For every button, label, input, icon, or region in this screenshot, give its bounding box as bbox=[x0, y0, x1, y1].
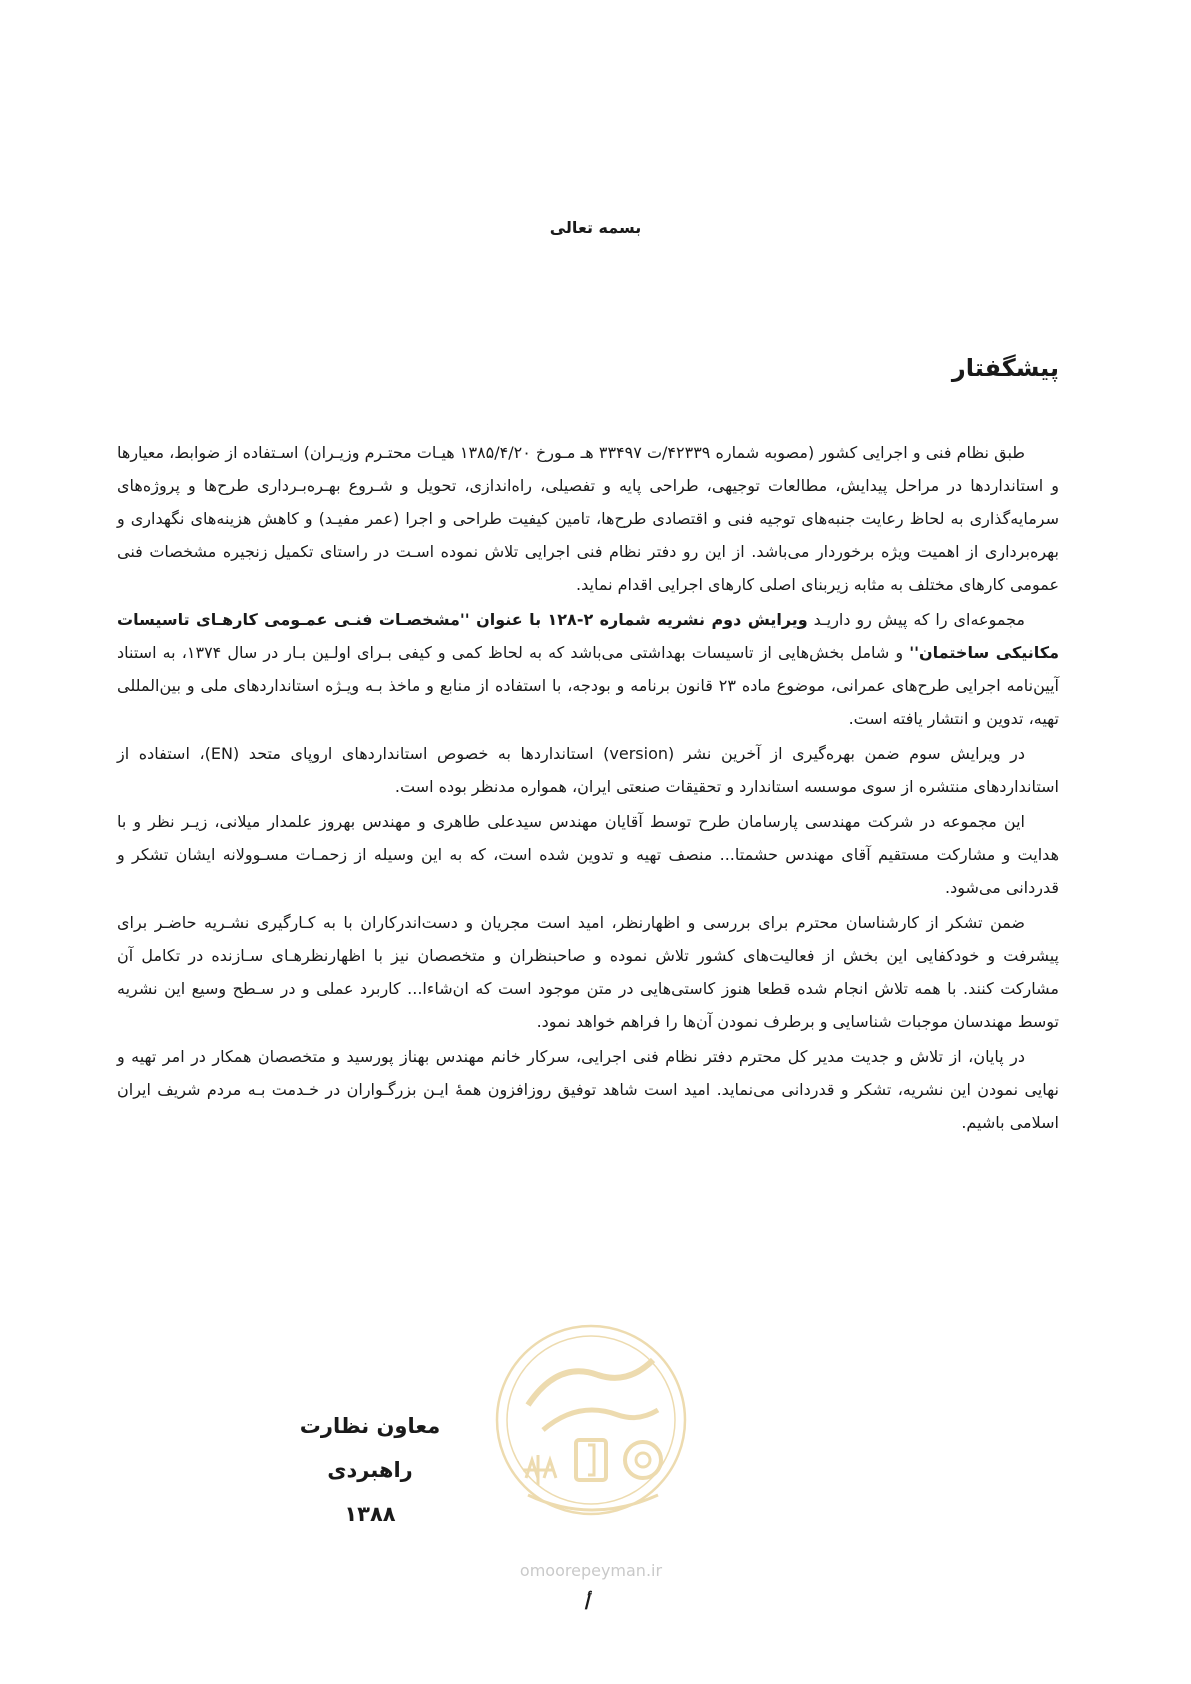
signature-block bbox=[260, 1404, 480, 1536]
paragraph-2-bold-title: ویرایش دوم نشریه شماره ۲-۱۲۸ با عنوان ''مشخصـات فنـی عمـومی کارهـای تاسیسات مکانیکی ساختمان'' bbox=[117, 610, 1060, 662]
page-number: أ bbox=[583, 1593, 589, 1614]
signature-title: معاون نظارت راهبردی bbox=[299, 1414, 441, 1482]
paragraph-5: ضمن تشکر از کارشناسان محترم برای بررسی و اظهارنظر، امید است مجریان و دست‌اندرکاران با به کـارگیری نشـریه حاضـر برای پیشرفت و خودکفایی این بخش از فعالیت‌های کشور تلاش نموده و صاحبنظران و متخصصان نیز با اظهارنظرهـای سـازنده در تکامل آن مشارکت کنند. با همه تلاش انجام شده قطعا هنوز کاستی‌هایی در متن موجود است که ان‌شاءا... کاربرد عملی و در سـطح وسیع این نشریه توسط مهندسان موجبات شناسایی و برطرف نمودن آن‌ها را فراهم خواهد نمود. bbox=[117, 913, 1059, 1031]
header-bismillah: بسمه تعالی bbox=[549, 218, 642, 237]
paragraph-6: در پایان، از تلاش و جدیت مدیر کل محترم دفتر نظام فنی اجرایی، سرکار خانم مهندس بهناز پورسید و متخصصان همکار در امر تهیه و نهایی نمودن این نشریه، تشکر و قدردانی می‌نماید. امید است شاهد توفیق روزافزون همهٔ ایـن بزرگـواران در خـدمت بـه مردم شریف ایران اسلامی باشیم. bbox=[117, 1047, 1059, 1132]
paragraph-4: این مجموعه در شرکت مهندسی پارسامان طرح توسط آقایان مهندس سیدعلی طاهری و مهندس بهروز علمدار میلانی، زیـر نظر و با هدایت و مشارکت مستقیم آقای مهندس حشمتا... منصف تهیه و تدوین شده است، که به این وسیله از زحمـات مسـوولانه ایشان تشکر و قدردانی می‌شود. bbox=[117, 812, 1059, 897]
watermark-url: omoorepeyman.ir bbox=[519, 1561, 663, 1580]
watermark-logo bbox=[488, 1320, 694, 1596]
signature-year: ۱۳۸۸ bbox=[344, 1502, 396, 1526]
paragraph-2-post: و شامل بخش‌هایی از تاسیسات بهداشتی می‌باشد که به لحاظ کمی و کیفی بـرای اولـین بـار در سال ۱۳۷۴، به استناد آیین‌نامه اجرایی طرح‌های عمرانی، موضوع ماده ۲۳ قانون برنامه و بودجه، با استفاده از منابع و ماخذ بـه ویـژه استانداردهای ملی و بین‌المللی تهیه، تدوین و انتشار یافته است. bbox=[117, 643, 1060, 728]
body-text bbox=[117, 436, 1059, 1141]
paragraph-2-pre: مجموعه‌ای را که پیش رو داریـد bbox=[807, 610, 1026, 629]
page-title: پیشگفتار bbox=[951, 354, 1059, 382]
paragraph-1: طبق نظام فنی و اجرایی کشور (مصوبه شماره ۴۲۳۳۹/ت ۳۳۴۹۷ هـ مـورخ ۱۳۸۵/۴/۲۰ هیـات محتـرم وزیـران) اسـتفاده از ضوابط، معیارها و استانداردها در مراحل پیدایش، مطالعات توجیهی، طراحی پایه و تفصیلی، راه‌اندازی، تحویل و شـروع بهـره‌بـرداری طرح‌ها و پروژه‌های سرمایه‌گذاری به لحاظ رعایت جنبه‌های توجیه فنی و اقتصادی طرح‌ها، تامین کیفیت طراحی و اجرا (عمر مفیـد) و کاهش هزینه‌های نگهداری و بهره‌برداری از اهمیت ویژه برخوردار می‌باشد. از این رو دفتر نظام فنی اجرایی تلاش نموده اسـت در راستای تکمیل زنجیره مشخصات فنی عمومی کارهای مختلف به مثابه زیربنای اصلی کارهای اجرایی اقدام نماید. bbox=[117, 443, 1059, 594]
paragraph-3: در ویرایش سوم ضمن بهره‌گیری از آخرین نشر (version) استانداردها به خصوص استانداردهای اروپای متحد (EN)، استفاده از استانداردهای منتشره از سوی موسسه استاندارد و تحقیقات صنعتی ایران، همواره مدنظر بوده است. bbox=[117, 744, 1059, 796]
paragraph-2 bbox=[117, 603, 1059, 735]
